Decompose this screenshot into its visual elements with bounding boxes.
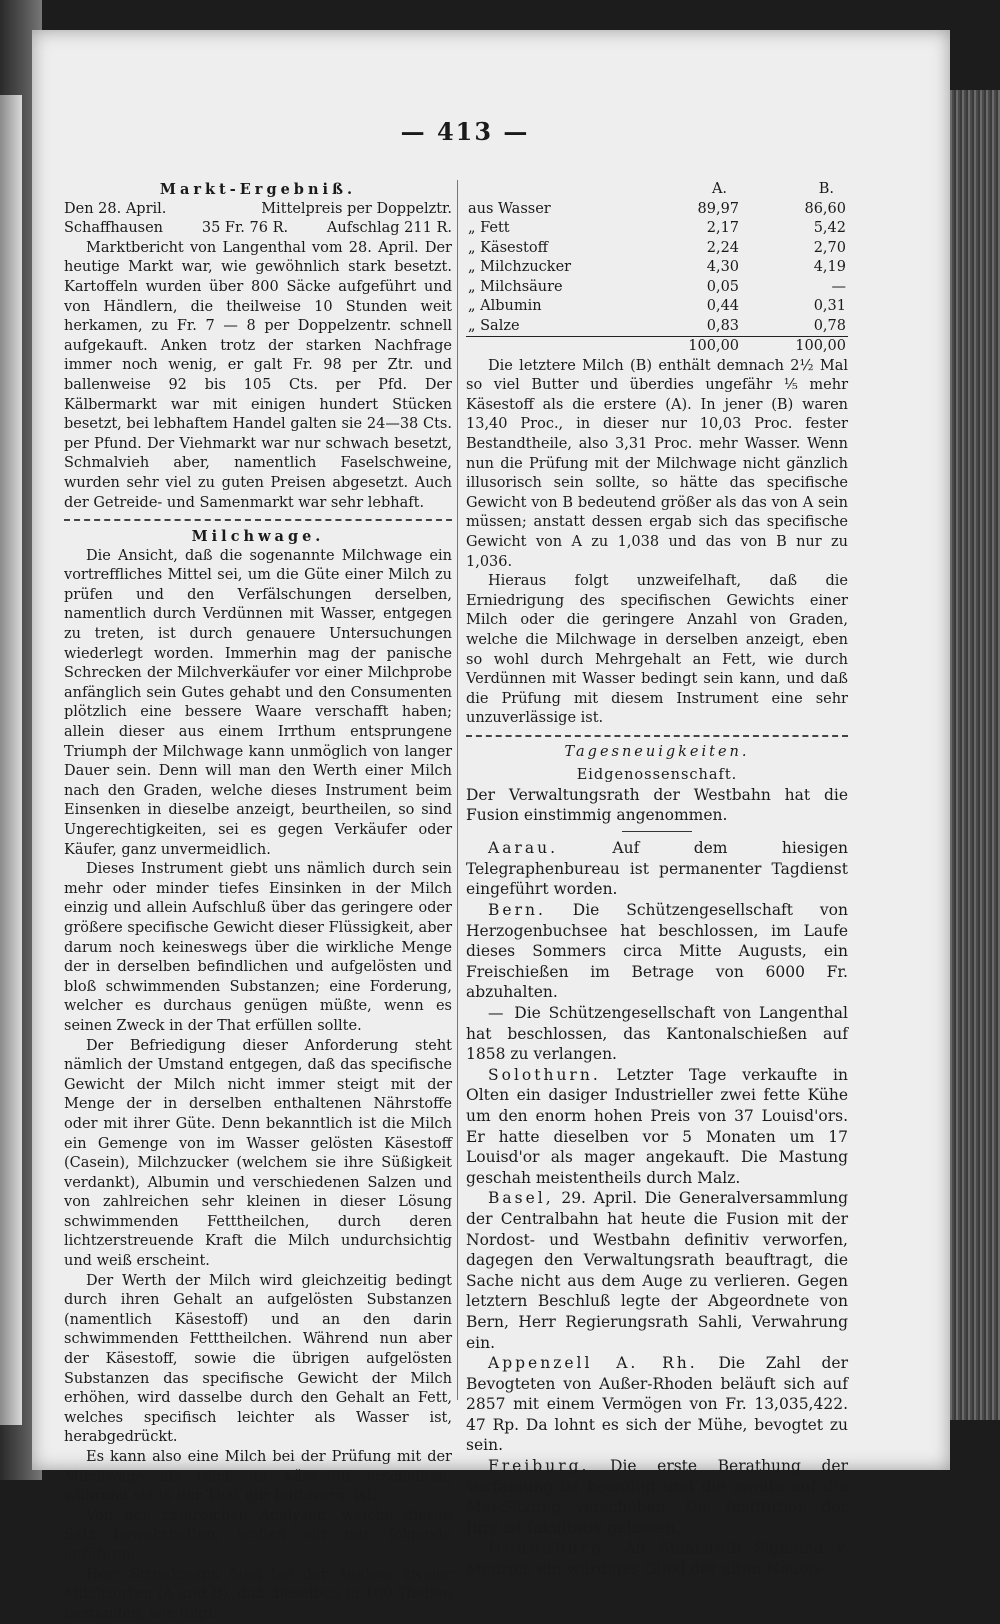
table-row: „ Salze 0,83 0,78 bbox=[468, 317, 846, 334]
section-divider bbox=[466, 735, 848, 737]
news-place: Solothurn. bbox=[488, 1065, 601, 1084]
news-text: 29. April. Die Generalversammlung der Centralbahn hat heute die Fusion mit der Nordost- und Westbahn definitiv verworfen, dagegen den Verwaltungsrath beauftragt, die Sache nicht aus dem Auge zu verlieren. Gegen letztern Beschluß legte der Abgeordnete von Bern, Herr Regierungsrath Sahli, Verwahrung ein. bbox=[466, 1189, 848, 1352]
table-row: „ Milchzucker 4,30 4,19 bbox=[468, 259, 846, 276]
milk-paragraph: Es kann also eine Milch bei der Prüfung mit der Milchwage als reich an Käsestoff erscheinen, während sie in der That nur butterarm ist. bbox=[64, 1449, 452, 1505]
news-place: — bbox=[488, 1004, 507, 1022]
milk-paragraph: Dieses Instrument giebt uns nämlich durch sein mehr oder minder tiefes Einsinken in der Milch einzig und allein Aufschluß über das geringere oder größere specifische Gewicht dieser Flüssigkeit, aber darum noch keineswegs über die wirkliche Menge der in derselben befindlichen und aufgelösten und bloß schwimmenden Substanzen; eine Forderung, welcher es durchaus genügen müßte, wenn es seinen Zweck in der That erfüllen sollte. bbox=[64, 861, 452, 1034]
table-row: „ Milchsäure 0,05 — bbox=[468, 278, 846, 295]
short-divider bbox=[622, 831, 692, 832]
news-place: Bern. bbox=[488, 901, 546, 920]
milk-paragraph: Der Befriedigung dieser Anforderung steht nämlich der Umstand entgegen, daß das specifische Gewicht der Milch nicht immer steigt mit der Menge der in derselben enthaltenen Nährstoffe oder mit ihrer Güte. Denn bekanntlich ist die Milch ein Gemenge von im Wasser gelösten Käsestoff (Casein), Milchzucker (welchem sie ihre Süßigkeit verdankt), Albumin und verschiedenen Salzen und von zahlreichen sehr kleinen in dieser Lösung schwimmenden Fetttheilchen, durch deren lichtzerstreuende Kraft die Milch undurchsichtig und weiß erscheint. bbox=[64, 1037, 452, 1270]
confederation-heading: Eidgenossenschaft. bbox=[576, 767, 738, 784]
news-item bbox=[466, 1188, 848, 1353]
news-item bbox=[466, 900, 848, 1003]
analysis-paragraph: Hieraus folgt unzweifelhaft, daß die Erniedrigung des specifischen Gewichts einer Milch oder die geringere Anzahl von Graden, welche die Milchwage in derselben anzeigt, eben so wohl durch Mehrgehalt an Fett, wie durch Verdünnen mit Wasser bedingt sein kann, und daß die Prüfung mit diesem Instrument eine sehr unzuverlässige ist. bbox=[466, 573, 848, 727]
news-item bbox=[466, 1456, 848, 1538]
analysis-paragraph: Die letztere Milch (B) enthält demnach 2½ Mal so viel Butter und überdies ungefähr ⅕ mehr Käsestoff als die erstere (A). In jener (B) waren 13,40 Proc., in dieser nur 10,03 Proc. fester Bestandtheile, also 3,31 Proc. mehr Wasser. Wenn nun die Prüfung mit der Milchwage nicht gänzlich illusorisch sein sollte, so hätte das specifische Gewicht von B bedeutend größer als das von A sein müssen; anstatt dessen ergab sich das specifische Gewicht von A zu 1,038 und das von B nur zu 1,036. bbox=[466, 357, 848, 570]
news-text: Die Schützengesellschaft von Langenthal hat beschlossen, das Kantonalschießen auf 1858 zu verlangen. bbox=[466, 1004, 848, 1064]
news-item bbox=[466, 1538, 848, 1579]
page-number: — 413 — bbox=[400, 117, 530, 146]
milk-analysis-table bbox=[466, 180, 848, 357]
market-row-schaffhausen: Schaffhausen 35 Fr. 76 R. Aufschlag 211 R. bbox=[64, 220, 452, 237]
news-text: Alt Staatsrath Sigmund v. Meuron, ein würdiges Glied der alten Neuen- bbox=[466, 1539, 848, 1579]
news-text: Die erste Berathung der Verfassung ist beendigt und die zweite auf die Mai-Sitzung verschoben. Die Institution der Jury ist fakultativ gelassen. bbox=[466, 1457, 848, 1537]
news-item bbox=[466, 1003, 848, 1065]
news-place: Aarau. bbox=[488, 839, 558, 858]
table-row: „ Käsestoff 2,24 2,70 bbox=[468, 239, 846, 256]
market-heading: Markt-Ergebniß. bbox=[159, 181, 357, 198]
news-heading: Tagesneuigkeiten. bbox=[564, 743, 750, 760]
table-row: aus Wasser 89,97 86,60 bbox=[468, 200, 846, 217]
table-row: „ Albumin 0,44 0,31 bbox=[468, 298, 846, 315]
market-row-date: Den 28. April. Mittelpreis per Doppelztr. bbox=[64, 200, 452, 217]
news-item bbox=[466, 838, 848, 900]
table-header-row: A. B. bbox=[711, 181, 834, 197]
previous-page-edge bbox=[0, 95, 22, 1425]
news-item bbox=[466, 1353, 848, 1456]
milk-paragraph: Die Ansicht, daß die sogenannte Milchwage ein vortreffliches Mittel sei, um die Güte einer Milch zu prüfen und den Verfälschungen derselben, namentlich durch Verdünnen mit Wasser, entgegen zu treten, ist durch genauere Untersuchungen wiederlegt worden. Immerhin mag der panische Schrecken der Milchverkäufer vor einer Milchprobe anfänglich sein Gutes gehabt und den Consumenten plötzlich eine bessere Waare verschafft haben; allein dieser aus einem Irrthum entsprungene Triumph der Milchwage kann unmöglich von langer Dauer sein. Denn will man den Werth einer Milch nach den Graden, welche dieses Instrument beim Einsenken in dieselbe anzeigt, beurtheilen, so sind Ungerechtigkeiten, sei es gegen Verkäufer oder Käufer, ganz unvermeidlich. bbox=[64, 547, 452, 858]
milk-paragraph: Von den zahlreichen Analysen, welche diesen Satz bewahrheiten, wollen wir nur folgende anführen: bbox=[64, 1507, 452, 1563]
news-item bbox=[466, 1065, 848, 1189]
market-report: Marktbericht von Langenthal vom 28. April. Der heutige Markt war, wie gewöhnlich stark besetzt. Kartoffeln wurden über 800 Säcke aufgeführt und von Händlern, die theilweise 10 Stunden weit herkamen, zu Fr. 7 — 8 per Doppelzentr. schnell aufgekauft. Anken trotz der starken Nachfrage immer noch wenig, er galt Fr. 98 per Ztr. und ballenweise 92 bis 105 Cts. per Pfd. Der Kälbermarkt war mit einigen hundert Stücken besetzt, bei lebhaftem Handel galten sie 24—38 Cts. per Pfund. Der Viehmarkt war nur schwach besetzt, Schmalvieh aber, namentlich Faselschweine, wurden sehr viel zu guten Preisen abgesetzt. Auch der Getreide- und Samenmarkt war sehr lebhaft. bbox=[64, 239, 452, 511]
section-divider bbox=[64, 519, 452, 521]
news-place: Appenzell A. Rh. bbox=[488, 1354, 698, 1373]
page-stack-edge bbox=[948, 90, 1000, 1420]
right-column bbox=[466, 180, 848, 1580]
news-list bbox=[466, 838, 848, 1579]
left-column bbox=[64, 180, 452, 1624]
news-place: Neuenburg. bbox=[488, 1539, 613, 1558]
news-place: Basel, bbox=[488, 1189, 554, 1208]
news-text: Die Zahl der Bevogteten von Außer-Rhoden beläuft sich auf 2857 mit einem Vermögen von Fr. 13,035,422. 47 Rp. Da lohnt es sich der Mühe, bevogtet zu sein. bbox=[466, 1354, 848, 1455]
table-row: „ Fett 2,17 5,42 bbox=[468, 220, 846, 237]
news-place: Freiburg. bbox=[488, 1457, 590, 1476]
milk-paragraph: Herr Struckmann fand bei der Analyse zweier Milchsorten (A und B), daß dieselben in 100 Theilen bestanden, wie folgt: bbox=[64, 1566, 452, 1622]
table-total-row: 100,00 100,00 bbox=[466, 337, 848, 357]
news-text: Auf dem hiesigen Telegraphenbureau ist permanenter Tagdienst eingeführt worden. bbox=[466, 839, 848, 899]
milk-heading: Milchwage. bbox=[191, 528, 325, 546]
confederation-text: Der Verwaltungsrath der Westbahn hat die Fusion einstimmig angenommen. bbox=[466, 786, 848, 824]
milk-paragraph: Der Werth der Milch wird gleichzeitig bedingt durch ihren Gehalt an aufgelösten Substanzen (namentlich Käsestoff) und an den darin schwimmenden Fetttheilchen. Während nun aber der Käsestoff, sowie die übrigen aufgelösten Substanzen das specifische Gewicht der Milch erhöhen, wird dasselbe durch den Gehalt an Fett, welches specifisch leichter als Wasser ist, herabgedrückt. bbox=[64, 1272, 452, 1446]
news-text: Letzter Tage verkaufte in Olten ein dasiger Industrieller zwei fette Kühe um den enorm hohen Preis von 37 Louisd'ors. Er hatte dieselben vor 5 Monaten um 17 Louisd'or als mager angekauft. Die Mastung geschah meistentheils durch Malz. bbox=[466, 1065, 848, 1187]
column-divider bbox=[457, 180, 458, 1400]
news-text: Die Schützengesellschaft von Herzogenbuchsee hat beschlossen, im Laufe dieses Sommers circa Mitte Augusts, ein Freischießen im Betrage von 6000 Fr. abzuhalten. bbox=[466, 901, 848, 1002]
